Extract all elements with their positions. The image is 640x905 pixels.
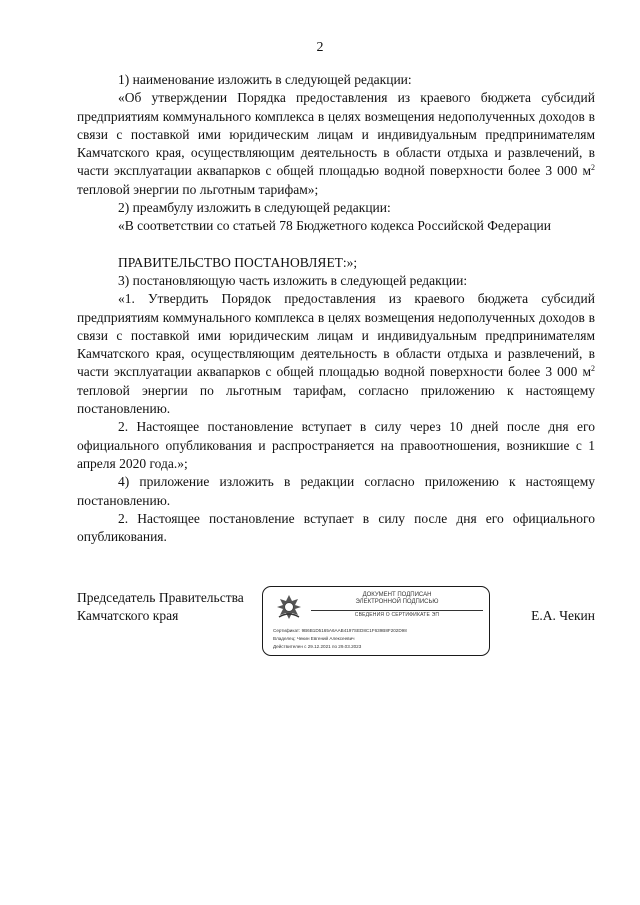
stamp-header: ДОКУМЕНТ ПОДПИСАН ЭЛЕКТРОННОЙ ПОДПИСЬЮ СВЕДЕНИЯ О СЕРТИФИКАТЕ ЭП (311, 592, 483, 619)
paragraph-item-1: «1. Утвердить Порядок предоставления из краевого бюджета субсидий предприятиям коммунального комплекса в целях возмещения недополученных доходов в связи с поставкой ими юридическим лицам и индивидуальным предпринимателям Камчатского края, осуществляющим деятельность в области отдыха и развлечений, в части эксплуатации аквапарков с общей площадью водной поверхности более 3 000 $м^2$ тепловой энергии по льготным тарифам, согласно приложению к настоящему постановлению. (77, 291, 595, 417)
paragraph-entry-into-force: 2. Настоящее постановление вступает в силу после дня его официального опубликования. (77, 510, 595, 545)
paragraph-new-title: «Об утверждении Порядка предоставления из краевого бюджета субсидий предприятиям коммунального комплекса в целях возмещения недополученных доходов в связи с поставкой ими юридическим лицам и индивидуальным предпринимателям Камчатского края, осуществляющим деятельность в области отдыха и развлечений, в части эксплуатации аквапарков с общей площадью водной поверхности более 3 000 $м^2$ тепловой энергии по льготным тарифам»; (77, 90, 595, 197)
paragraph-item-2: 2. Настоящее постановление вступает в силу через 10 дней после дня его официального опубликования и распространяется на правоотношения, возникшие с 1 апреля 2020 года.»; (77, 419, 595, 471)
coat-of-arms-icon (275, 593, 303, 621)
paragraph-amend-appendix: 4) приложение изложить в редакции согласно приложению к настоящему постановлению. (77, 474, 595, 508)
stamp-certificate: Сертификат: 9B6B1D5165A6AAB4197SED8C1F639B8F202D98 (273, 628, 407, 633)
e-signature-stamp (262, 586, 490, 656)
stamp-owner: Владелец: Чекин Евгений Алексеевич (273, 636, 355, 641)
paragraph-amend-title: 1) наименование изложить в следующей редакции: (118, 72, 412, 87)
paragraph-amend-operative: 3) постановляющую часть изложить в следующей редакции: (118, 272, 468, 288)
signer-name: Е.А. Чекин (531, 608, 595, 623)
paragraph-amend-preamble: 2) преамбулу изложить в следующей редакции: (118, 200, 391, 216)
page-number: 2 (316, 40, 324, 55)
signer-title: Председатель Правительства Камчатского края (77, 590, 244, 624)
paragraph-new-preamble: «В соответствии со статьей 78 Бюджетного кодекса Российской Федерации (118, 218, 551, 234)
stamp-validity: Действителен с 29.12.2021 по 29.03.2023 (273, 644, 362, 649)
superscript: 2 (591, 364, 595, 374)
document-body (77, 71, 595, 546)
paragraph-government-resolves: ПРАВИТЕЛЬСТВО ПОСТАНОВЛЯЕТ:»; (118, 254, 358, 270)
superscript: 2 (591, 163, 595, 173)
